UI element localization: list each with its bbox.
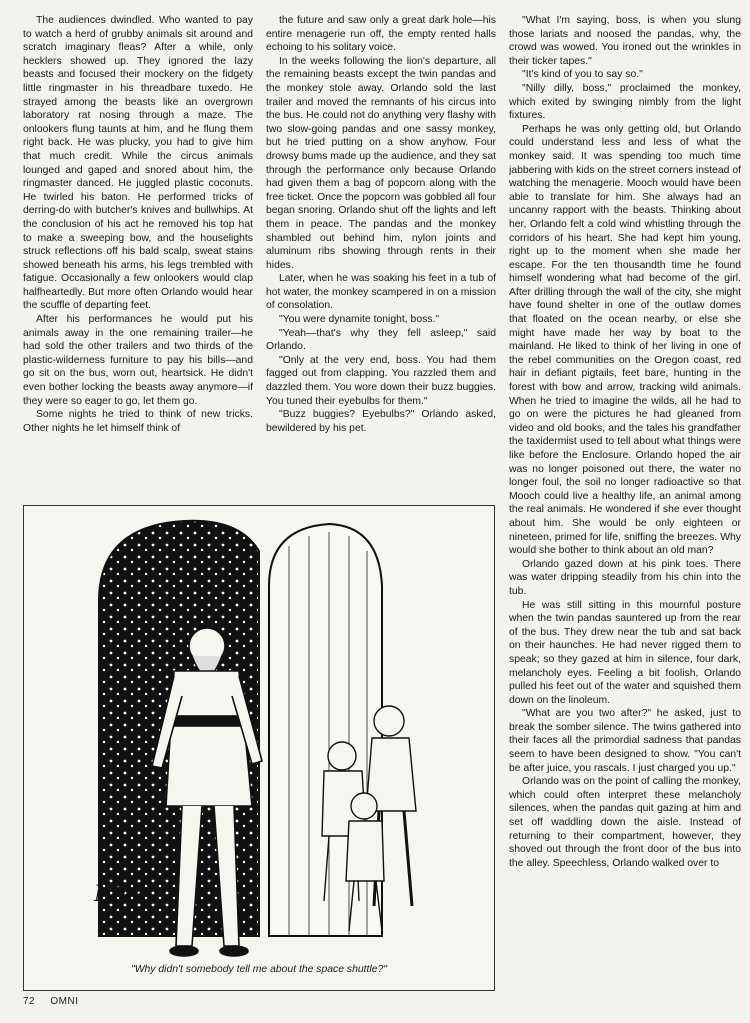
cartoon-illustration xyxy=(23,505,495,991)
paragraph: Orlando gazed down at his pink toes. There was water dripping steadily from his chin into the tub. xyxy=(509,558,741,597)
article-column-2 xyxy=(266,14,496,435)
article-column-1 xyxy=(23,14,253,435)
cartoon-caption: "Why didn't somebody tell me about the space shuttle?" xyxy=(131,964,387,975)
paragraph: After his performances he would put his animals away in the one remaining trailer—he had sold the other trailers and two thirds of the plastic-wilderness furniture to pay his bills—and go sit on the bus, worn out, heartsick. He didn't even bother locking the beasts away anymore—if they were so eager to go, let them go. xyxy=(23,314,253,407)
paragraph: Perhaps he was only getting old, but Orlando could understand less and less of what the monkey said. It was spending too much time jabbering with kids on the street corners instead of watching the menagerie. Mooch would have been able to translate for him. She always had an uncanny rapport with the beasts. Thinking about her, Orlando felt a cold wind whistling through the corridors of his heart. She had kept him young, right up to the moment when she made her escape. For the ten thousandth time he found himself wondering what had become of the girl. After drilling through the wall of the city, she might have found shelter in one of the outlaw domes that floated on the ocean nearby, or else she might have made her way by boat to the mainland. He liked to think of her living in one of the rebel communities on the Oregon coast, red hair in defiant pigtails, feet bare, hunting in the forest with bow and arrow, tracking wild animals. When he tried to imagine the wilds, all he had to go on were the pictures he had gleaned from video and old books, and the tales his grandfather the taxidermist used to tell about what things were like before the Enclosure. Orlando hoped the air was no longer poisoned out there, the water no longer foul, the soil no longer radioactive so that Mooch could live a healthy life, an animal among the real animals. He wondered if she ever thought about him. She would be only eighteen or nineteen, primed for life, sniffing the breezes. Why would she bother to think about an old man? xyxy=(509,123,741,557)
paragraph: "It's kind of you to say so." xyxy=(522,69,643,81)
artist-signature: Nick xyxy=(94,882,146,907)
cartoon-drawing xyxy=(24,506,494,990)
page-number: 72 xyxy=(23,996,36,1007)
paragraph: "Only at the very end, boss. You had them fagged out from clapping. You razzled them and dazzled them. You wore down their buzz buggies. You tuned their eyebulbs for them." xyxy=(266,354,496,407)
paragraph: Some nights he tried to think of new tricks. Other nights he let himself think of xyxy=(23,409,253,434)
paragraph: "Buzz buggies? Eyebulbs?" Orlando asked, bewildered by his pet. xyxy=(266,409,496,434)
article-column-3 xyxy=(509,14,741,1012)
paragraph: "What I'm saying, boss, is when you slung those lariats and noosed the pandas, why, the crowd was wowed. You ironed out the wrinkles in their ticker tapes." xyxy=(509,15,741,67)
paragraph: "Nilly dilly, boss," proclaimed the monkey, which exited by swinging nimbly from the light fixtures. xyxy=(509,82,741,122)
paragraph: "Yeah—that's why they fell asleep," said Orlando. xyxy=(266,327,496,353)
paragraph: The audiences dwindled. Who wanted to pay to watch a herd of grubby animals sit around and scratch imaginary fleas? After a while, only hecklers showed up. They ignored the lazy beasts and focused their mockery on the fidgety little ringmaster in his threadbare tuxedo. He strayed among the beasts like an overgrown laboratory rat nosing through a maze. The onlookers flung taunts at him, and he flung them right back. He was plucky, you had to give him that much credit. While the circus animals lounged and gaped and snored about him, the ringmaster danced. He juggled plastic coconuts. He twirled his baton. He performed tricks of derring-do with butcher's knives and bullwhips. At the conclusion of his act he removed his top hat to make a sweeping bow, and the houselights struck reflections off his bald scalp, sweat stains showed beneath his arms, his legs trembled with fatigue. Occasionally a few onlookers would clap halfheartedly. But more often Orlando would hear the scuffle of departing feet. xyxy=(23,15,253,312)
paragraph: "What are you two after?" he asked, just to break the somber silence. The twins gathered into their faces all the primordial sadness that pandas seem to have been designed to show. "You can't be after juice, you rascals. I just charged you up." xyxy=(509,708,741,774)
paragraph: Orlando was on the point of calling the monkey, which could often interpret these melancholy silences, when the pandas quit gazing at him and set off waddling down the aisle. Instead of returning to their compartment, however, they shoved out through the front door of the bus into the alley. Speechless, Orlando walked over to xyxy=(509,776,741,869)
paragraph: Later, when he was soaking his feet in a tub of hot water, the monkey scampered in on a mission of consolation. xyxy=(266,273,496,312)
page-footer xyxy=(23,996,91,1007)
paragraph: the future and saw only a great dark hole—his entire menagerie run off, the empty rented halls echoing to his solitary voice. xyxy=(266,15,496,54)
magazine-name: OMNI xyxy=(50,996,79,1007)
paragraph: In the weeks following the lion's departure, all the remaining beasts except the twin pandas and the monkey stole away. Orlando sold the last trailer and moved the remnants of his circus into the bus. He could not do anything very flashy with two slow-going pandas and one sassy monkey, but he tried putting on a show anyhow. Four drowsy bums made up the audience, and they sat through the performance only because Orlando had given them a bag of popcorn along with the free ticket. Once the popcorn was gobbled all four began snoring. Orlando shut off the lights and left them in peace. The pandas and the monkey shambled out behind him, nylon joints and aluminum ribs showing through rents in their hides. xyxy=(266,55,496,271)
paragraph: "You were dynamite tonight, boss." xyxy=(279,314,440,326)
paragraph: He was still sitting in this mournful posture when the twin pandas sauntered up from the rear of the bus. They drew near the tub and sat back on their haunches. He had never rigged them to speak; so they gazed at him in silence, four dark, melancholy eyes. Feeling a bit foolish, Orlando pulled his feet out of the water and squished them down on the linoleum. xyxy=(509,599,741,706)
